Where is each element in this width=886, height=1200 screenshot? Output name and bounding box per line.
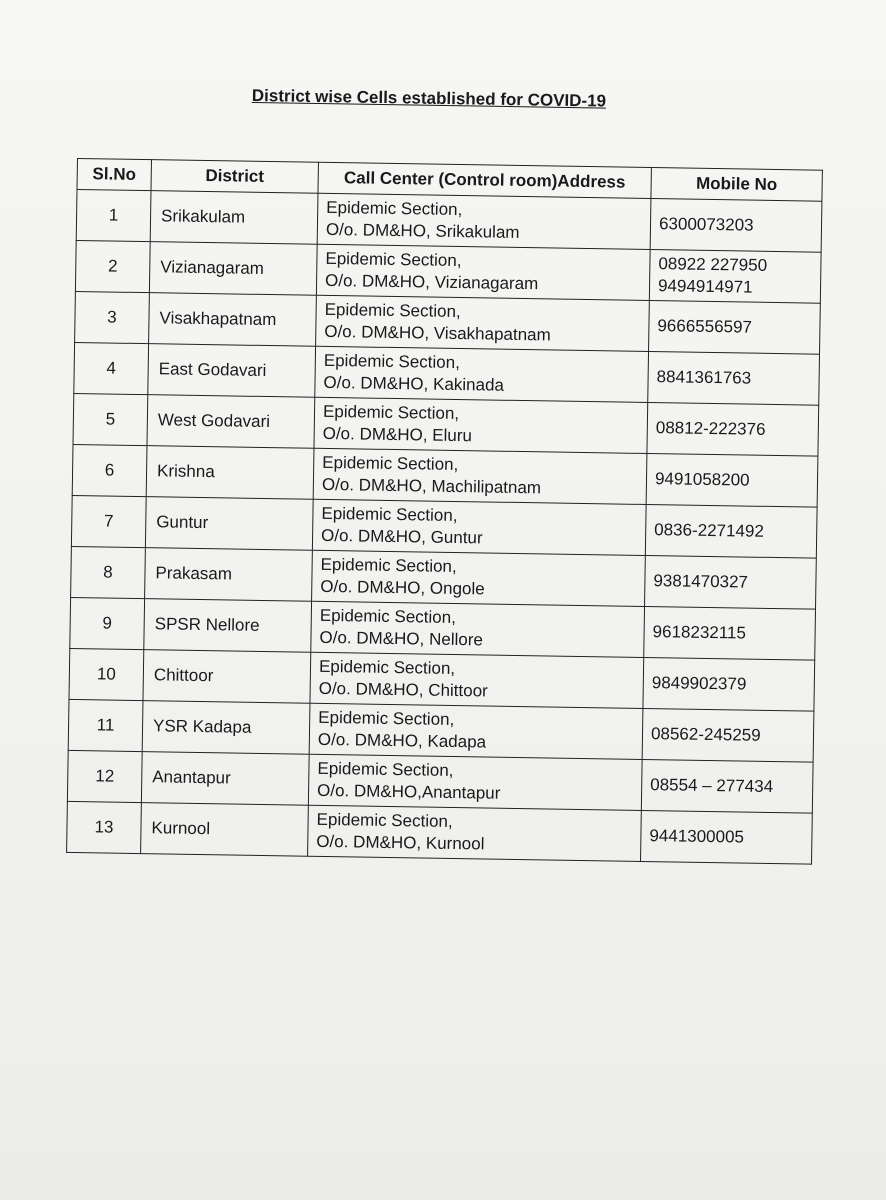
cell-address xyxy=(317,193,651,249)
header-address: Call Center (Control room)Address xyxy=(318,162,651,198)
cell-mobile xyxy=(643,657,815,711)
cell-district: Srikakulam xyxy=(150,191,318,245)
address-line-2: O/o. DM&HO, Machilipatnam xyxy=(321,474,542,498)
cell-district: Guntur xyxy=(145,497,313,551)
cell-mobile xyxy=(645,504,817,558)
mobile-number: 9441300005 xyxy=(649,826,745,847)
mobile-number: 08922 227950 xyxy=(658,254,768,275)
cell-address xyxy=(315,346,649,402)
address-line-1: Epidemic Section, xyxy=(323,350,461,373)
cell-mobile xyxy=(647,402,819,456)
cell-address xyxy=(314,397,648,453)
mobile-number: 08812-222376 xyxy=(655,418,766,439)
address-line-1: Epidemic Section, xyxy=(317,758,454,780)
cell-sno: 1 xyxy=(76,190,151,242)
mobile-number-secondary: 9494914971 xyxy=(657,276,753,297)
cell-address xyxy=(312,499,646,555)
address-line-2: O/o. DM&HO, Nellore xyxy=(319,627,484,650)
cell-district: YSR Kadapa xyxy=(142,701,310,755)
cell-sno: 10 xyxy=(69,648,144,700)
header-district: District xyxy=(151,160,318,194)
table-row xyxy=(67,801,813,864)
cell-address xyxy=(313,448,647,504)
cell-district: Visakhapatnam xyxy=(149,293,317,347)
cell-district: West Godavari xyxy=(147,395,315,449)
cell-mobile xyxy=(649,250,821,304)
cell-district: East Godavari xyxy=(148,344,316,398)
cell-district: Chittoor xyxy=(143,650,311,704)
cell-district: Anantapur xyxy=(141,752,309,806)
cell-district: SPSR Nellore xyxy=(144,599,312,653)
cell-sno: 3 xyxy=(75,291,150,343)
cell-district: Vizianagaram xyxy=(149,242,317,296)
address-line-2: O/o. DM&HO, Kurnool xyxy=(316,831,485,854)
cell-sno: 11 xyxy=(68,699,143,751)
cell-sno: 12 xyxy=(67,750,142,802)
cell-sno: 9 xyxy=(70,597,145,649)
address-line-1: Epidemic Section, xyxy=(320,554,457,577)
address-line-1: Epidemic Section, xyxy=(318,707,455,729)
cell-address xyxy=(310,652,644,708)
cell-mobile xyxy=(648,352,820,406)
address-line-1: Epidemic Section, xyxy=(321,503,458,526)
table-body xyxy=(67,190,822,865)
mobile-number: 9849902379 xyxy=(651,673,747,694)
cell-sno: 6 xyxy=(72,444,147,496)
mobile-number: 9381470327 xyxy=(653,571,749,592)
address-line-1: Epidemic Section, xyxy=(318,656,456,679)
address-line-2: O/o. DM&HO, Chittoor xyxy=(318,678,488,701)
cell-mobile xyxy=(650,199,822,253)
address-line-1: Epidemic Section, xyxy=(322,401,460,424)
cell-address xyxy=(308,754,642,810)
header-sno: Sl.No xyxy=(77,159,151,191)
address-line-2: O/o. DM&HO, Srikakulam xyxy=(325,219,520,242)
cell-sno: 7 xyxy=(71,495,146,547)
cell-address xyxy=(312,550,646,606)
covid-cells-table xyxy=(66,158,823,865)
document-title: District wise Cells established for COVID-19 xyxy=(251,86,607,111)
cell-mobile xyxy=(649,301,821,355)
cell-address xyxy=(316,244,650,300)
address-line-1: Epidemic Section, xyxy=(324,299,461,322)
cell-mobile xyxy=(641,759,813,813)
cell-sno: 8 xyxy=(71,546,146,598)
address-line-2: O/o. DM&HO, Eluru xyxy=(322,423,473,446)
address-line-2: O/o. DM&HO,Anantapur xyxy=(316,780,501,803)
cell-address xyxy=(308,805,642,861)
mobile-number: 08562-245259 xyxy=(650,724,761,745)
cell-address xyxy=(311,601,645,657)
cell-sno: 2 xyxy=(75,240,150,292)
address-line-2: O/o. DM&HO, Ongole xyxy=(320,576,485,599)
header-mobile: Mobile No xyxy=(651,168,822,202)
cell-district: Kurnool xyxy=(141,803,309,857)
address-line-2: O/o. DM&HO, Kakinada xyxy=(323,372,505,395)
address-line-2: O/o. DM&HO, Guntur xyxy=(320,525,483,548)
address-line-1: Epidemic Section, xyxy=(325,248,462,271)
cell-address xyxy=(316,295,650,351)
mobile-number: 0836-2271492 xyxy=(654,520,765,541)
address-line-2: O/o. DM&HO, Kadapa xyxy=(317,729,487,752)
cell-district: Krishna xyxy=(146,446,314,500)
cell-sno: 5 xyxy=(73,393,148,445)
cell-district: Prakasam xyxy=(145,548,313,602)
cell-mobile xyxy=(644,606,816,660)
cell-mobile xyxy=(642,708,814,762)
cell-mobile xyxy=(646,453,818,507)
covid-cells-table-wrapper xyxy=(66,158,823,865)
cell-sno: 13 xyxy=(67,801,142,853)
address-line-1: Epidemic Section, xyxy=(322,452,459,475)
address-line-1: Epidemic Section, xyxy=(316,809,453,831)
cell-sno: 4 xyxy=(74,342,149,394)
mobile-number: 9618232115 xyxy=(652,622,747,643)
address-line-1: Epidemic Section, xyxy=(319,605,457,628)
mobile-number: 9666556597 xyxy=(657,316,753,337)
cell-address xyxy=(309,703,643,759)
address-line-1: Epidemic Section, xyxy=(326,197,463,220)
cell-mobile xyxy=(645,555,817,609)
mobile-number: 9491058200 xyxy=(654,469,750,490)
mobile-number: 08554 – 277434 xyxy=(650,775,774,797)
address-line-2: O/o. DM&HO, Visakhapatnam xyxy=(324,321,551,345)
cell-mobile xyxy=(641,810,813,864)
mobile-number: 8841361763 xyxy=(656,367,752,388)
mobile-number: 6300073203 xyxy=(658,214,754,235)
address-line-2: O/o. DM&HO, Vizianagaram xyxy=(324,270,539,294)
